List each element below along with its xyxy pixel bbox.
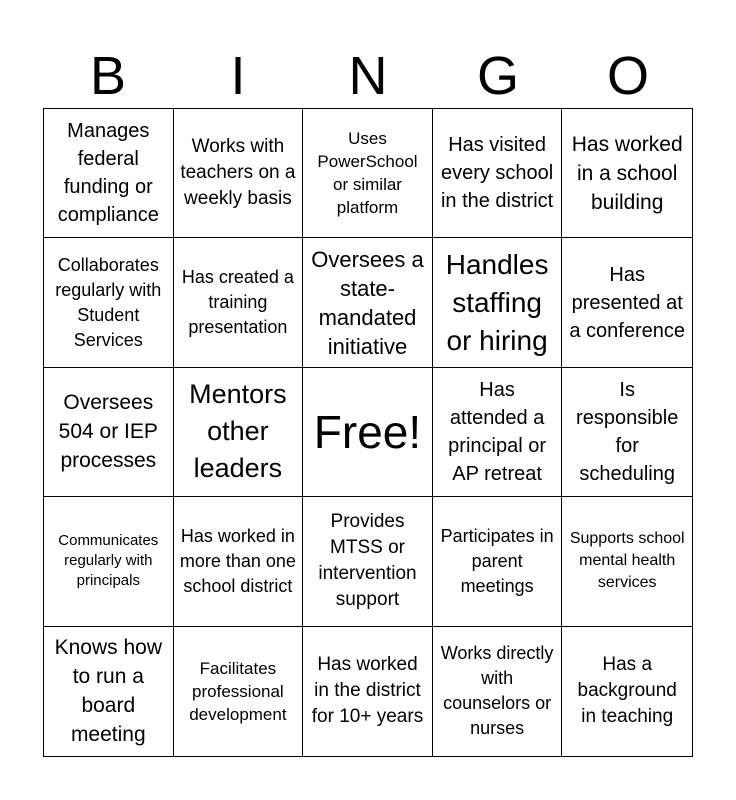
bingo-cell[interactable] [174,627,304,756]
cell-text: Is responsible for scheduling [576,378,679,485]
cell-text: Supports school mental health services [569,530,685,592]
cell-text: Provides MTSS or intervention support [318,511,417,611]
bingo-cell[interactable] [433,109,563,238]
header-letter-o: O [606,46,649,106]
cell-text: Has presented at a conference [569,263,686,342]
bingo-cell[interactable] [433,238,563,367]
bingo-cell[interactable] [303,109,433,238]
bingo-cell[interactable] [44,368,174,497]
bingo-cell[interactable] [44,238,174,367]
cell-text: Manages federal funding or compliance [57,120,159,227]
cell-text: Mentors other leaders [189,379,287,484]
cell-text: Has created a training presentation [181,267,294,338]
cell-text: Uses PowerSchool or similar platform [317,129,418,218]
bingo-header [43,44,693,108]
cell-text: Works directly with counselors or nurses [440,643,554,739]
cell-text: Collaborates regularly with Student Services [55,254,162,350]
cell-text: Knows how to run a board meeting [54,636,162,747]
bingo-cell[interactable] [303,497,433,626]
bingo-cell[interactable] [303,238,433,367]
bingo-cell[interactable] [174,497,304,626]
bingo-cell[interactable] [562,627,692,756]
bingo-cell[interactable] [174,109,304,238]
bingo-cell[interactable] [562,238,692,367]
cell-text: Has worked in more than one school district [179,525,296,596]
cell-text: Oversees 504 or IEP processes [58,391,158,473]
header-letter-i: I [230,46,246,106]
bingo-cell[interactable] [44,109,174,238]
cell-text: Participates in parent meetings [440,525,554,596]
bingo-cell[interactable] [303,627,433,756]
cell-text: Has attended a principal or AP retreat [448,378,546,485]
cell-text: Facilitates professional development [189,658,287,724]
cell-text: Has worked in a school building [571,132,683,214]
bingo-cell[interactable] [562,368,692,497]
cell-text: Handles staffing or hiring [445,248,549,356]
cell-text: Works with teachers on a weekly basis [180,136,296,210]
header-letter-g: G [476,46,519,106]
bingo-cell[interactable] [433,368,563,497]
header-letter-n: N [348,46,388,106]
free-space-text: Free! [313,405,422,458]
bingo-card [43,108,693,757]
bingo-cell[interactable] [433,627,563,756]
bingo-cell[interactable] [562,497,692,626]
free-space[interactable] [303,368,433,497]
header-letter-b: B [89,46,127,106]
cell-text: Oversees a state-mandated initiative [311,246,424,359]
cell-text: Communicates regularly with principals [58,532,159,590]
bingo-cell[interactable] [562,109,692,238]
bingo-cell[interactable] [174,238,304,367]
bingo-cell[interactable] [174,368,304,497]
bingo-cell[interactable] [433,497,563,626]
bingo-cell[interactable] [44,497,174,626]
bingo-cell[interactable] [44,627,174,756]
cell-text: Has visited every school in the district [440,134,554,213]
cell-text: Has worked in the district for 10+ years [311,654,424,728]
cell-text: Has a background in teaching [577,654,677,728]
